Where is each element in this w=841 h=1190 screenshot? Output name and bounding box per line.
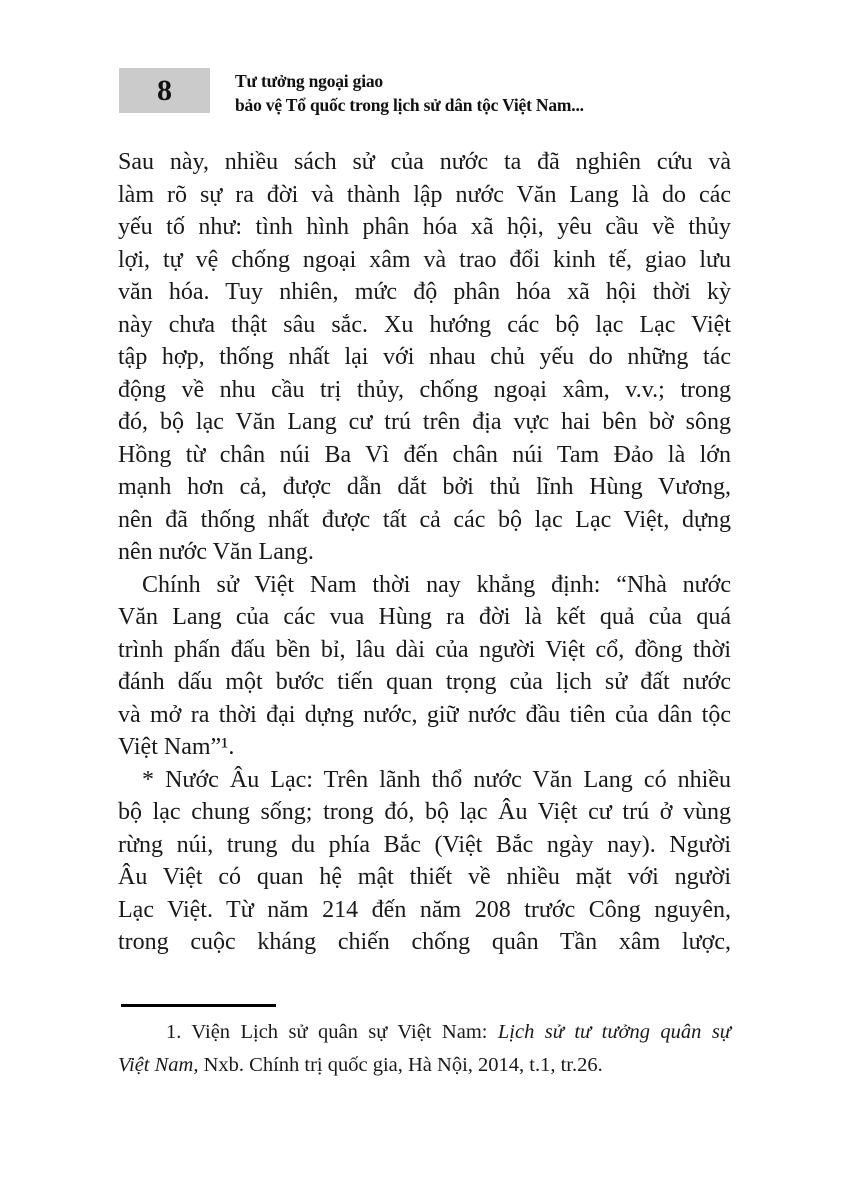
body-line: đánh dấu một bước tiến quan trọng của lịch sử đất nước xyxy=(118,669,731,695)
body-line: Văn Lang của các vua Hùng ra đời là kết quả của quá xyxy=(118,604,731,630)
body-line: mạnh hơn cả, được dẫn dắt bởi thủ lĩnh Hùng Vương, xyxy=(118,474,731,500)
body-line: yếu tố như: tình hình phân hóa xã hội, yêu cầu về thủy xyxy=(118,214,731,240)
body-line: và mở ra thời đại dựng nước, giữ nước đầu tiên của dân tộc xyxy=(118,701,731,728)
body-line: rừng núi, trung du phía Bắc (Việt Bắc ngày nay). Người xyxy=(118,831,731,858)
page-number: 8 xyxy=(157,73,172,107)
footnote-text: 1. Viện Lịch sử quân sự Việt Nam: xyxy=(166,1021,498,1043)
footnote-line xyxy=(118,1049,731,1082)
body-paragraph xyxy=(118,146,731,569)
body-line: đó, bộ lạc Văn Lang cư trú trên địa vực hai bên bờ sông xyxy=(118,409,731,435)
body-line: Lạc Việt. Từ năm 214 đến năm 208 trước Công nguyên, xyxy=(118,896,731,923)
body-line: bộ lạc chung sống; trong đó, bộ lạc Âu Việt cư trú ở vùng xyxy=(118,799,731,825)
body-line: Âu Việt có quan hệ mật thiết về nhiều mặt với người xyxy=(118,864,731,890)
body-line: trình phấn đấu bền bỉ, lâu dài của người Việt cổ, đồng thời xyxy=(118,636,731,663)
page-body-text xyxy=(118,146,731,959)
body-line: Hồng từ chân núi Ba Vì đến chân núi Tam Đảo là lớn xyxy=(118,441,731,468)
footnote-text: Nxb. Chính trị quốc gia, Hà Nội, 2014, t.1, tr.26. xyxy=(198,1054,603,1076)
footnote xyxy=(118,1016,731,1082)
body-line: lợi, tự vệ chống ngoại xâm và trao đổi kinh tế, giao lưu xyxy=(118,246,731,273)
body-line: động về nhu cầu trị thủy, chống ngoại xâm, v.v.; trong xyxy=(118,376,731,403)
running-header-line-1: Tư tưởng ngoại giao xyxy=(235,71,383,91)
footnote-text-italic: Việt Nam, xyxy=(118,1054,199,1076)
page-number-box xyxy=(119,68,210,113)
footnote-line xyxy=(118,1016,731,1049)
body-line: tập hợp, thống nhất lại với nhau chủ yếu do những tác xyxy=(118,344,731,370)
body-line: Chính sử Việt Nam thời nay khẳng định: “Nhà nước xyxy=(142,571,731,598)
body-line: nên đã thống nhất được tất cả các bộ lạc Lạc Việt, dựng xyxy=(118,506,731,533)
body-line: Sau này, nhiều sách sử của nước ta đã nghiên cứu và xyxy=(118,149,731,175)
body-line: * Nước Âu Lạc: Trên lãnh thổ nước Văn Lang có nhiều xyxy=(142,766,731,793)
body-line: Việt Nam”¹. xyxy=(118,734,235,760)
body-paragraph xyxy=(118,764,731,959)
body-line: văn hóa. Tuy nhiên, mức độ phân hóa xã hội thời kỳ xyxy=(118,279,731,305)
body-line: nên nước Văn Lang. xyxy=(118,539,314,565)
body-line: làm rõ sự ra đời và thành lập nước Văn Lang là do các xyxy=(118,181,731,208)
footnote-text-italic: Lịch sử tư tưởng quân sự xyxy=(497,1021,731,1043)
body-paragraph xyxy=(118,569,731,764)
running-header xyxy=(235,69,584,117)
running-header-line-2: bảo vệ Tổ quốc trong lịch sử dân tộc Việt Nam... xyxy=(235,95,584,115)
footnote-separator-rule xyxy=(121,1004,276,1007)
body-line: này chưa thật sâu sắc. Xu hướng các bộ lạc Lạc Việt xyxy=(118,311,731,338)
body-line: trong cuộc kháng chiến chống quân Tần xâm lược, xyxy=(118,929,731,955)
